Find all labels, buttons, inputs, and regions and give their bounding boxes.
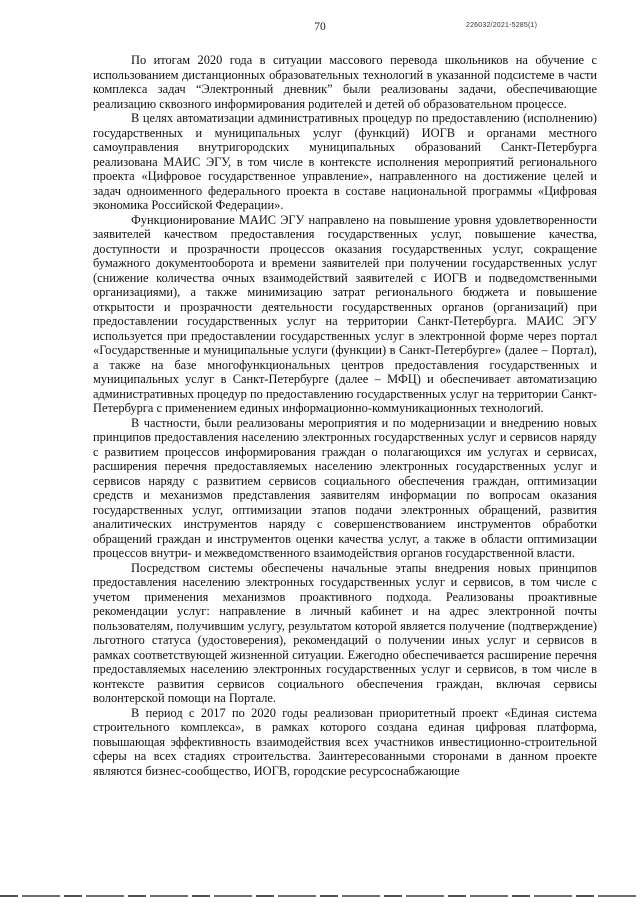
page-number: 70 (314, 21, 326, 33)
paragraph-construction-project: В период с 2017 по 2020 годы реализован приоритетный проект «Единая система строительного комплекса», в рамках которого создана единая цифровая платформа, повышающая эффективность взаимодействия всех участников инвестиционно-строительной сферы на всех стадиях строительства. Заинтересованными сторонами в данном проекте являются бизнес-сообщество, ИОГВ, городские ресурсоснабжающие (93, 705, 597, 778)
paragraph-mass-transfer: По итогам 2020 года в ситуации массового перевода школьников на обучение с использованием дистанционных образовательных технологий в указанной подсистеме в части комплекса задач “Электронный дневник” были реализованы задачи, обеспечивающие реализацию сквозного информирования родителей и детей об образовательном процессе. (93, 53, 597, 111)
body-text (93, 53, 597, 778)
paragraph-modernization-measures: В частности, были реализованы мероприятия и по модернизации и внедрению новых принципов предоставления населению электронных государственных услуг и сервисов наряду с развитием процессов информирования граждан о полагающихся им услугах и сервисах, расширения перечня предоставляемых населению электронных государственных услуг и сервисов наряду с развитием сервисов социального обеспечения граждан, оптимизации средств и механизмов представления заявителям информации по вопросам оказания государственных услуг, оптимизации этапов подачи электронных обращений, развития аналитических инструментов наряду с совершенствованием инструментов обработки обращений граждан и инструментов оценки качества услуг, а также в области оптимизации процессов внутри- и межведомственного взаимодействия органов государственной власти. (93, 415, 597, 560)
paragraph-proactive-services: Посредством системы обеспечены начальные этапы внедрения новых принципов предоставления населению электронных государственных услуг и сервисов, в том числе с учетом применения механизмов проактивного подхода. Реализованы проактивные рекомендации услуг: направление в личный кабинет и на адрес электронной почты пользователям, получившим услугу, результатом которой является получение (подтверждение) льготного статуса (удостоверения), рекомендаций о получении иных услуг и сервисов в рамках соответствующей жизненной ситуации. Ежегодно обеспечивается расширение перечня предоставляемых населению электронных государственных услуг и сервисов, в том числе в контексте развития сервисов социального обеспечения граждан, включая сервисы волонтерской помощи на Портале. (93, 560, 597, 705)
paragraph-mais-egu-purpose: В целях автоматизации административных процедур по предоставлению (исполнению) государственных и муниципальных услуг (функций) ИОГВ и органами местного самоуправления внутригородских муниципальных образований Санкт-Петербурга реализована МАИС ЭГУ, в том числе в контексте исполнения мероприятий регионального проекта «Цифровое государственное управление», направленного на достижение целей и задач одноименного федерального проекта в составе национальной программы «Цифровая экономика Российской Федерации». (93, 111, 597, 212)
scan-edge-divider (0, 895, 640, 897)
paragraph-mais-egu-functioning: Функционирование МАИС ЭГУ направлено на повышение уровня удовлетворенности заявителей качеством предоставления государственных услуг, повышение качества, доступности и прозрачности процессов оказания государственных услуг, сокращение бумажного документооборота и времени заявителей при получении государственных услуг (снижение количества очных взаимодействий заявителей с ИОГВ и подведомственными организациями), а также минимизацию затрат регионального бюджета и повышение открытости и прозрачности деятельности государственных органов (организаций) при предоставлении государственных услуг на территории Санкт-Петербурга. МАИС ЭГУ используется при предоставлении государственных услуг в электронной форме через портал «Государственные и муниципальные услуги (функции) в Санкт-Петербурге» (далее – Портал), а также на базе многофункциональных центров предоставления государственных и муниципальных услуг в Санкт-Петербурге (далее – МФЦ) и обеспечивает автоматизацию административных процедур по предоставлению государственных услуг на территории Санкт-Петербурга с применением единых информационно-коммуникационных технологий. (93, 212, 597, 415)
document-registration-code: 226032/2021-5285(1) (466, 22, 538, 29)
